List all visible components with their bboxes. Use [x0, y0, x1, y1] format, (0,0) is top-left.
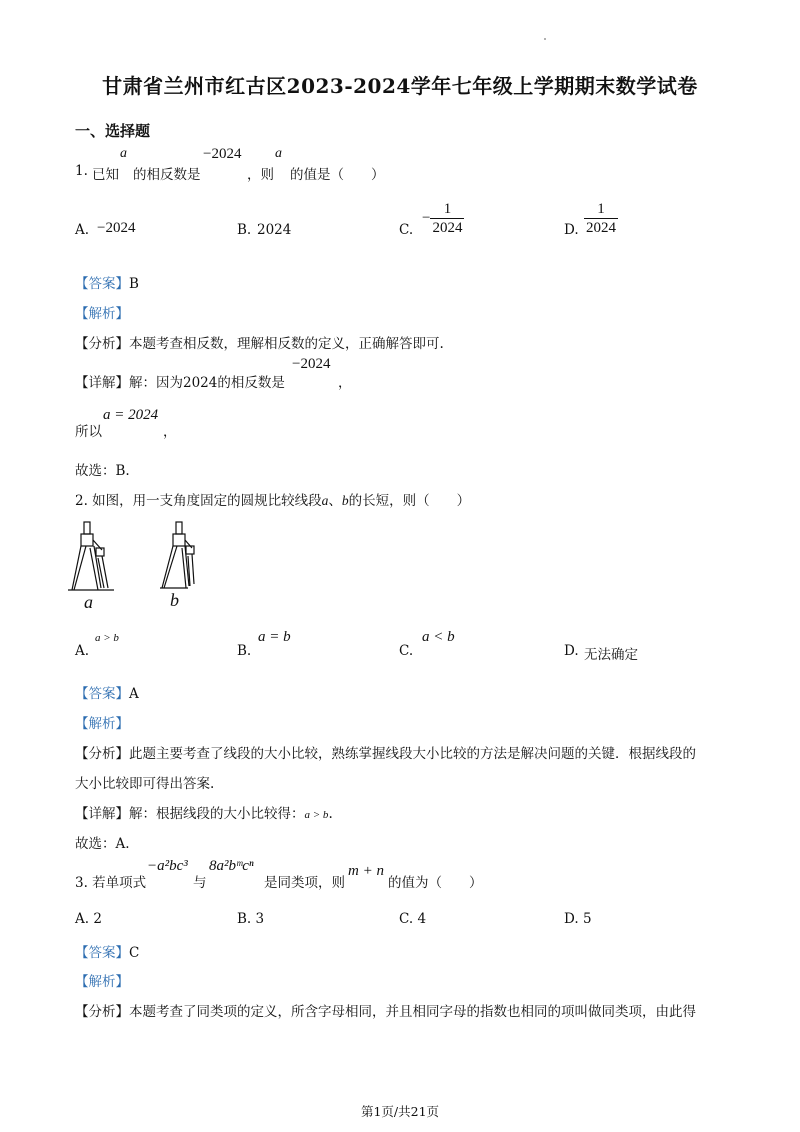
fenxi-text: 本题考查了同类项的定义，所含字母相同，并且相同字母的指数也相同的项叫做同类项，由此得 [129, 1004, 696, 1020]
q2-option-b: a = b [258, 629, 291, 645]
compass-a-icon [68, 522, 114, 590]
denominator: 2024 [432, 220, 463, 236]
q1-fenxi [75, 332, 444, 352]
fenxi-text: 本题考查相反数，理解相反数的定义，正确解答即可. [129, 336, 444, 352]
section-heading: 一、选择题 [75, 122, 151, 140]
q1-number: 1. [75, 163, 88, 179]
q3-stem-3: 的值为（ ） [388, 875, 483, 891]
q1-text-3: ，则 [247, 167, 274, 183]
option-label: A. [75, 911, 90, 927]
q2-option-c-label: C. [399, 643, 414, 659]
compass-figure [64, 518, 204, 612]
q3-sum: m + n [348, 863, 384, 879]
q2-xiangjie [75, 802, 333, 822]
fig-label-b: b [170, 590, 179, 610]
fraction [430, 200, 464, 237]
q1-option-a: −2024 [97, 220, 136, 236]
q3-fenxi [75, 1000, 696, 1020]
q2-stem-text-2: 的长短，则（ ） [348, 493, 471, 509]
page-footer: 第1页/共21页 [360, 1104, 440, 1119]
q1-suoyi: 所以 [75, 424, 102, 440]
q3-stem-2: 是同类项，则 [264, 875, 345, 891]
segment-b: b [341, 493, 349, 508]
answer-tag: 【答案】 [75, 276, 129, 292]
q2-option-a-label: A. [75, 643, 90, 659]
xiangjie-math: a > b [304, 809, 329, 821]
q3-option-b [237, 911, 264, 927]
xiangjie-tag: 【详解】 [75, 375, 129, 391]
option-label: B. [237, 911, 252, 927]
fenxi-tag: 【分析】 [75, 336, 129, 352]
q2-option-d: 无法确定 [584, 647, 638, 663]
q1-text-1: 已知 [92, 167, 119, 183]
q1-option-b-label: B. [237, 222, 252, 238]
fenxi-text: 此题主要考查了线段的大小比较，熟练掌握线段大小比较的方法是解决问题的关键．根据线段的 [129, 746, 696, 762]
answer-tag: 【答案】 [75, 945, 129, 961]
q1-text-2: 的相反数是 [133, 167, 201, 183]
q3-answer [75, 941, 139, 961]
option-value: 2 [93, 911, 102, 927]
q3-option-a [75, 911, 102, 927]
numerator: 1 [443, 201, 452, 217]
q1-answer [75, 272, 139, 292]
option-label: D. [564, 911, 579, 927]
answer-value: A [129, 686, 139, 702]
q1-option-c-fraction [422, 200, 464, 237]
answer-value: C [129, 945, 140, 961]
compass-b-icon [160, 522, 194, 588]
var-a: a = 2024 [103, 407, 159, 423]
option-label: C. [399, 911, 414, 927]
q3-option-c [399, 911, 426, 927]
q1-xiangjie-value: −2024 [292, 356, 331, 372]
q1-option-b: 2024 [257, 222, 292, 238]
xiangjie-text: 解：因为2024的相反数是 [129, 375, 285, 391]
q1-option-d-fraction [584, 200, 618, 237]
q1-option-d-label: D. [564, 222, 579, 238]
denominator: 2024 [586, 220, 616, 236]
q1-analysis-tag: 【解析】 [75, 306, 129, 322]
q2-guxuan: 故选：A. [75, 836, 130, 852]
q1-var-a2: a [275, 146, 282, 161]
q1-var-a: a [120, 146, 127, 161]
separator: 、 [328, 493, 342, 509]
xiangjie-tag: 【详解】 [75, 806, 129, 822]
q2-option-b-label: B. [237, 643, 252, 659]
q3-yu: 与 [193, 875, 207, 891]
page-title: 甘肃省兰州市红古区2023-2024学年七年级上学期期末数学试卷 [102, 74, 698, 98]
xiangjie-text: 解：根据线段的大小比较得： [129, 806, 305, 822]
q2-fenxi [75, 742, 696, 762]
q2-stem [75, 489, 470, 509]
q2-option-a: a > b [95, 632, 119, 644]
q1-suoyi-eq [103, 407, 158, 424]
q3-stem-1: 3. 若单项式 [75, 875, 147, 891]
q1-text-4: 的值是（ ） [290, 167, 385, 183]
option-value: 3 [255, 911, 265, 927]
q1-guxuan: 故选：B. [75, 463, 130, 479]
q1-xiangjie-comma: ， [338, 375, 352, 391]
q1-xiangjie [75, 371, 285, 391]
option-value: 5 [582, 911, 592, 927]
q1-option-c-sign: − [422, 210, 431, 226]
q1-option-a-label: A. [75, 222, 90, 238]
period: . [328, 806, 333, 822]
q2-option-d-label: D. [564, 643, 579, 659]
q2-fenxi-line2: 大小比较即可得出答案. [75, 776, 215, 792]
fraction [584, 200, 618, 237]
numerator: 1 [597, 201, 605, 217]
q2-answer [75, 682, 139, 702]
q3-option-d [564, 911, 592, 927]
corner-dot [544, 38, 546, 40]
q1-value: −2024 [203, 146, 242, 162]
answer-tag: 【答案】 [75, 686, 129, 702]
q1-option-c-label: C. [399, 222, 414, 238]
fenxi-tag: 【分析】 [75, 1004, 129, 1020]
fenxi-tag: 【分析】 [75, 746, 129, 762]
q2-stem-text: 2. 如图，用一支角度固定的圆规比较线段 [75, 493, 322, 509]
fig-label-a: a [84, 592, 93, 612]
q2-option-c: a < b [422, 629, 455, 645]
q1-suoyi-comma: ， [163, 424, 177, 440]
q3-monomial-1: −a²bc³ [147, 858, 188, 874]
segment-a: a [321, 493, 329, 508]
answer-value: B [129, 276, 139, 292]
q3-analysis-tag: 【解析】 [75, 974, 129, 990]
option-value: 4 [417, 911, 427, 927]
q3-monomial-2: 8a²bᵐcⁿ [209, 858, 254, 874]
q2-analysis-tag: 【解析】 [75, 716, 129, 732]
